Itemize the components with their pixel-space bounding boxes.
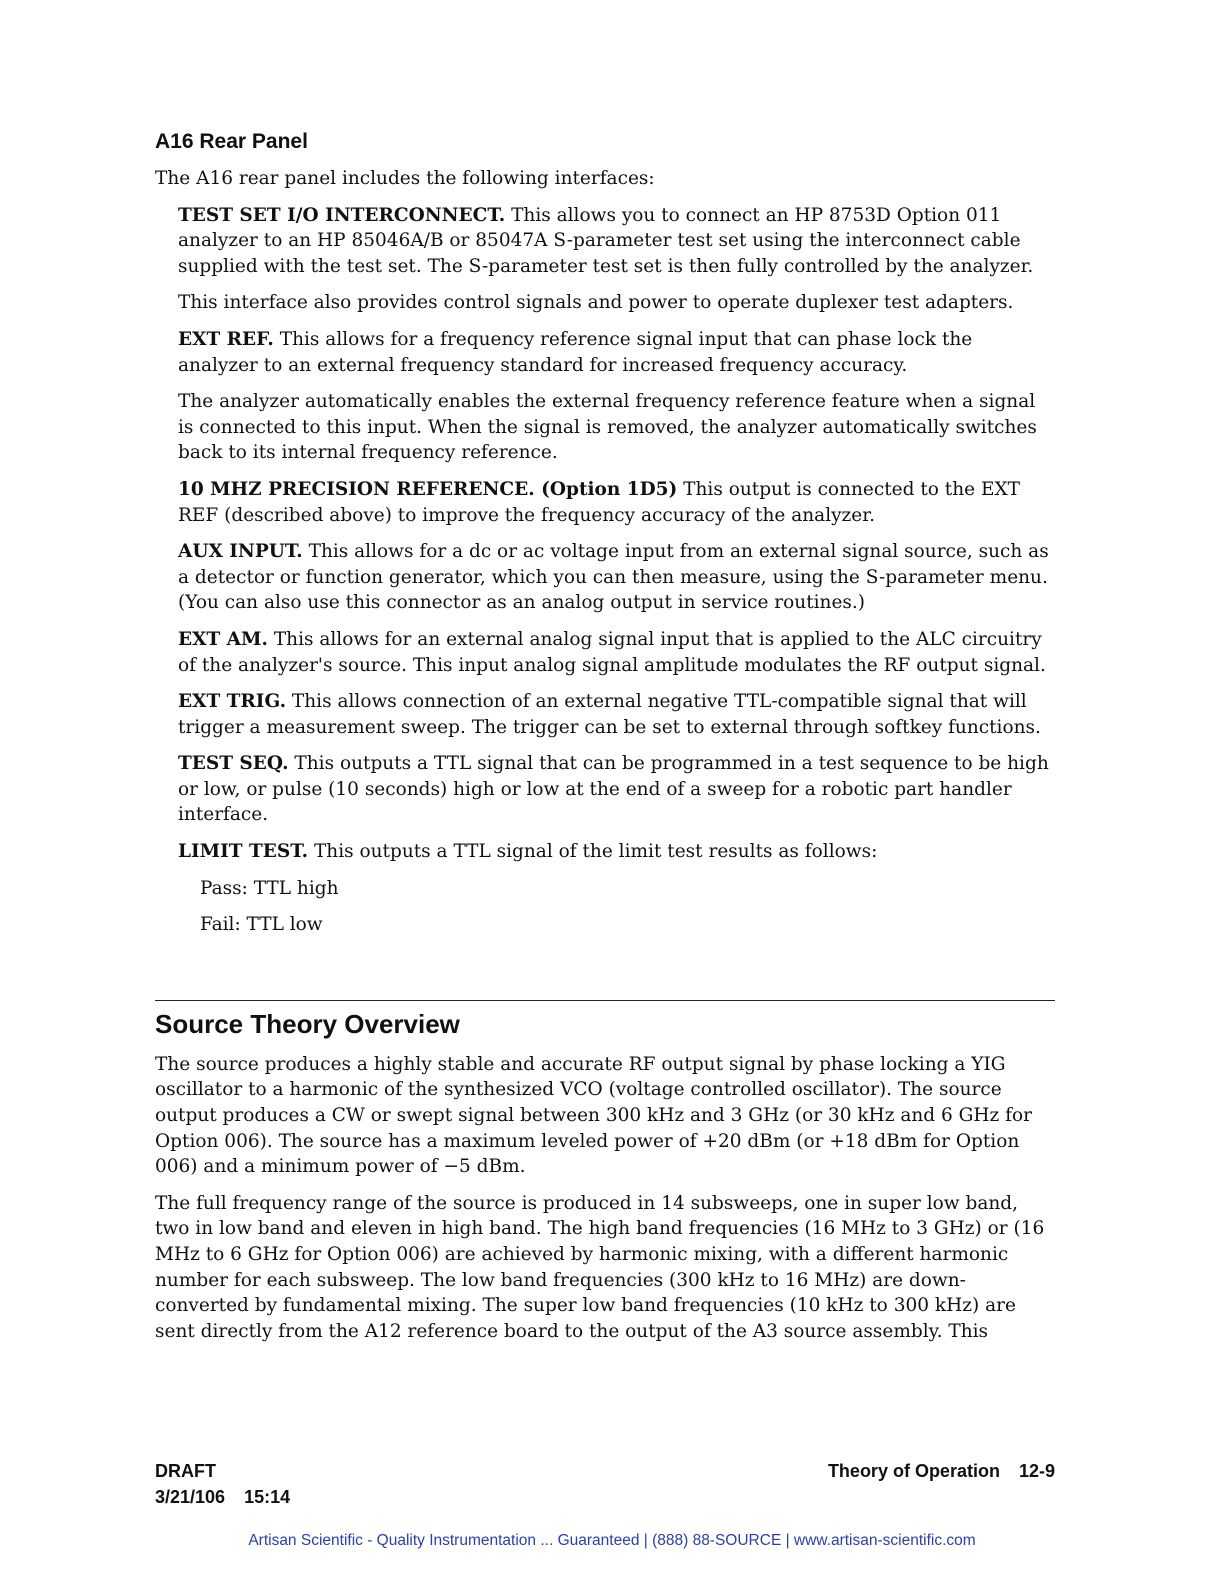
interface-note bbox=[178, 290, 1055, 316]
interface-description: This outputs a TTL signal that can be programmed in a test sequence to be high or low, or pulse (10 seconds) high or low at the end of a sweep for a robotic part handler interface. bbox=[178, 753, 1049, 826]
interface-description: This allows you to connect an HP 8753D Option 011 analyzer to an HP 85046A/B or 85047A S-parameter test set using the interconnect cable supplied with the test set. The S-parameter test set is then fully controlled by the analyzer. bbox=[178, 204, 1034, 277]
limit-result-pass: Pass: TTL high bbox=[200, 877, 339, 899]
interface-limit-test bbox=[178, 839, 1055, 865]
section-title: Theory of Operation bbox=[827, 1461, 1000, 1481]
footer-section-info bbox=[814, 1458, 1055, 1484]
draft-time: 15:14 bbox=[244, 1487, 291, 1507]
section-heading-source-theory: Source Theory Overview bbox=[155, 1008, 460, 1039]
interface-ext-am bbox=[178, 627, 1055, 678]
interface-term: EXT AM. bbox=[178, 628, 268, 650]
interface-description: The analyzer automatically enables the external frequency reference feature when a signal is connected to this input. When the signal is removed, the analyzer automatically switches back to its internal frequency reference. bbox=[178, 391, 1037, 464]
page-footer bbox=[155, 1458, 1055, 1510]
interface-ext-ref bbox=[178, 327, 1055, 378]
interface-10mhz-reference bbox=[178, 477, 1055, 528]
source-paragraph: The full frequency range of the source is produced in 14 subsweeps, one in super low band, two in low band and eleven in high band. The high band frequencies (16 MHz to 3 GHz) or (16 MHz to 6 GHz for Option 006) are achieved by harmonic mixing, with a different harmonic number for each subsweep. The low band frequencies (300 kHz to 16 MHz) are down-converted by fundamental mixing. The super low band frequencies (10 kHz to 300 kHz) are sent directly from the A12 reference board to the output of the A3 source assembly. This bbox=[155, 1192, 1045, 1342]
interface-description: This outputs a TTL signal of the limit test results as follows: bbox=[308, 841, 878, 863]
interface-term: EXT TRIG. bbox=[178, 691, 287, 713]
interface-test-seq bbox=[178, 751, 1055, 828]
source-paragraph: The source produces a highly stable and accurate RF output signal by phase locking a YIG oscillator to a harmonic of the synthesized VCO (voltage controlled oscillator). The source output produces a CW or swept signal between 300 kHz and 3 GHz (or 30 kHz and 6 GHz for Option 006). The source has a maximum leveled power of +20 dBm (or +18 dBm for Option 006) and a minimum power of −5 dBm. bbox=[155, 1053, 1033, 1178]
interface-ext-trig bbox=[178, 689, 1055, 740]
interface-description: This allows connection of an external negative TTL-compatible signal that will trigger a measurement sweep. The trigger can be set to external through softkey functions. bbox=[178, 691, 1041, 738]
interface-note bbox=[178, 389, 1055, 466]
interface-term: LIMIT TEST. bbox=[178, 841, 309, 863]
interface-test-set-io bbox=[178, 203, 1055, 280]
page-number: 12-9 bbox=[1018, 1461, 1055, 1481]
page-content bbox=[155, 130, 1055, 1355]
interface-term: TEST SET I/O INTERCONNECT. bbox=[178, 204, 506, 226]
draft-label: DRAFT bbox=[155, 1461, 216, 1481]
interface-term: TEST SEQ. bbox=[178, 753, 289, 775]
interface-description: This output is connected to the EXT REF (described above) to improve the frequency accuracy of the analyzer. bbox=[178, 478, 1020, 526]
interface-description: This interface also provides control signals and power to operate duplexer test adapters. bbox=[178, 292, 1014, 314]
interface-description: This allows for a dc or ac voltage input from an external signal source, such as a detector or function generator, which you can then measure, using the S-parameter menu. (You can also use this connector as an analog output in service routines.) bbox=[178, 541, 1049, 614]
interface-aux-input bbox=[178, 539, 1055, 616]
interface-description: This allows for an external analog signal input that is applied to the ALC circuitry of the analyzer's source. This input analog signal amplitude modulates the RF output signal. bbox=[178, 628, 1046, 676]
draft-timestamp bbox=[155, 1484, 290, 1510]
vendor-banner: Artisan Scientific - Quality Instrumentation ... Guaranteed | (888) 88-SOURCE | www.artisan-scientific.com bbox=[248, 1532, 976, 1549]
section-heading-rear-panel: A16 Rear Panel bbox=[155, 130, 308, 153]
interface-description: This allows for a frequency reference signal input that can phase lock the analyzer to an external frequency standard for increased frequency accuracy. bbox=[178, 328, 973, 376]
interface-term: AUX INPUT. bbox=[178, 541, 303, 563]
interface-term: 10 MHZ PRECISION REFERENCE. (Option 1D5) bbox=[178, 478, 678, 500]
interface-term: EXT REF. bbox=[178, 328, 274, 350]
section-divider bbox=[155, 1000, 1055, 1001]
limit-result-fail: Fail: TTL low bbox=[200, 914, 323, 936]
intro-paragraph: The A16 rear panel includes the following interfaces: bbox=[155, 168, 655, 189]
draft-date: 3/21/106 bbox=[155, 1487, 226, 1507]
